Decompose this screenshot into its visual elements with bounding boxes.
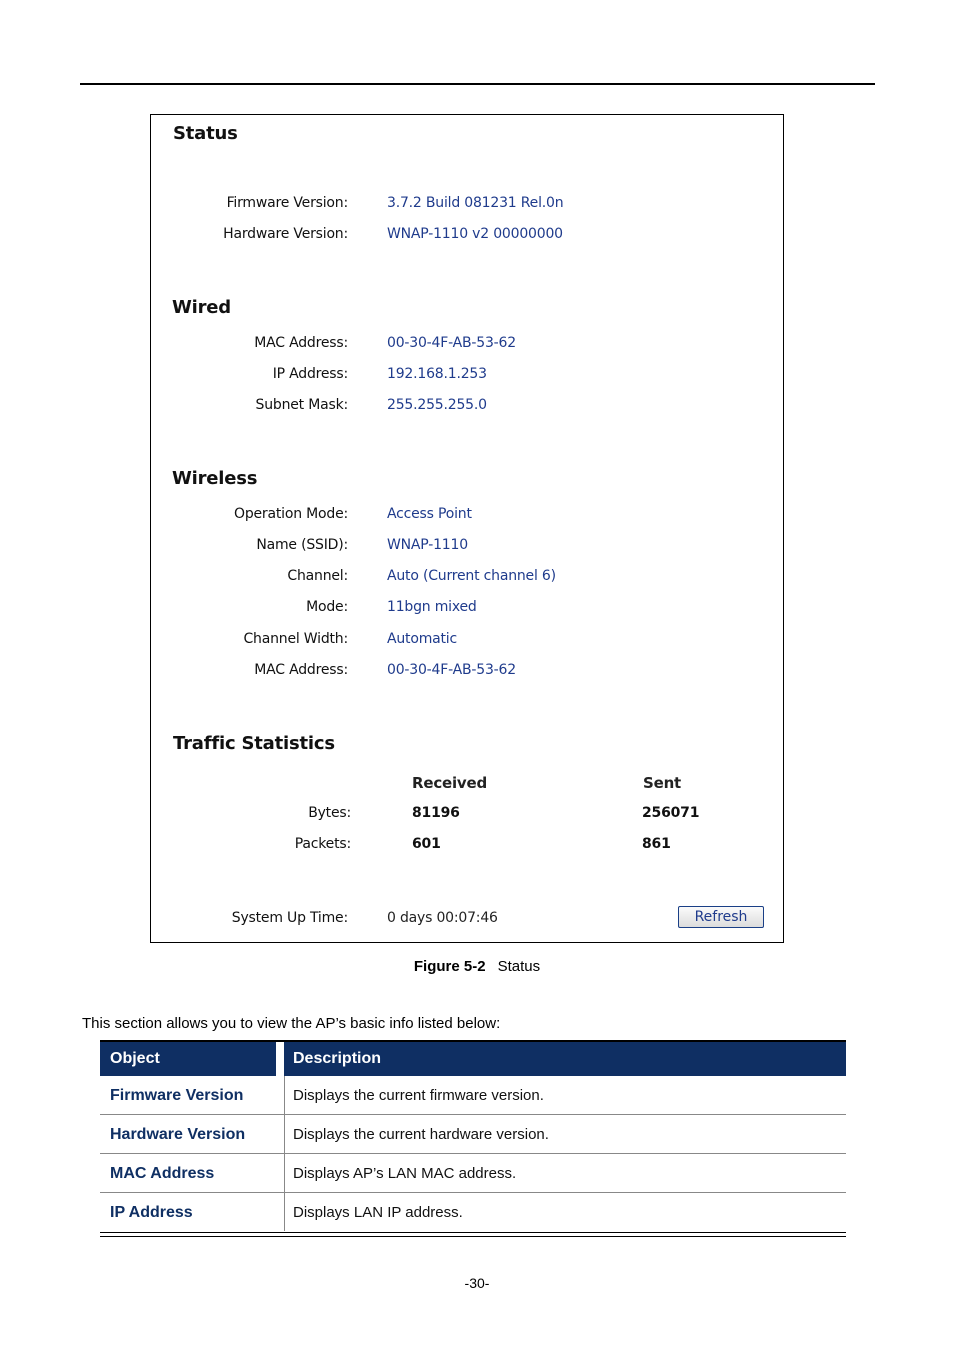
intro-paragraph: This section allows you to view the AP’s basic info listed below:	[82, 1015, 501, 1032]
table-header	[100, 1040, 846, 1076]
wired-section-title: Wired	[172, 297, 231, 318]
hardware-version-value: WNAP-1110 v2 00000000	[387, 226, 563, 242]
table-row	[100, 1115, 846, 1154]
uptime-label: System Up Time:	[231, 910, 348, 926]
row-description: Displays AP’s LAN MAC address.	[293, 1165, 517, 1182]
wireless-mac-value: 00-30-4F-AB-53-62	[387, 662, 516, 678]
row-description: Displays LAN IP address.	[293, 1204, 463, 1221]
wired-ip-label: IP Address:	[272, 366, 348, 382]
firmware-version-label: Firmware Version:	[226, 195, 348, 211]
channel-label: Channel:	[287, 568, 348, 584]
packets-label: Packets:	[294, 836, 351, 852]
uptime-value: 0 days 00:07:46	[387, 910, 498, 926]
operation-mode-label: Operation Mode:	[234, 506, 348, 522]
mode-value: 11bgn mixed	[387, 599, 477, 615]
wireless-section-title: Wireless	[172, 468, 258, 489]
channel-width-value: Automatic	[387, 631, 457, 647]
mode-label: Mode:	[306, 599, 348, 615]
wireless-mac-label: MAC Address:	[254, 662, 348, 678]
hardware-version-label: Hardware Version:	[223, 226, 348, 242]
row-object: Firmware Version	[110, 1087, 244, 1104]
figure-caption	[0, 958, 954, 975]
operation-mode-value: Access Point	[387, 506, 472, 522]
header-object: Object	[110, 1050, 160, 1067]
channel-value: Auto (Current channel 6)	[387, 568, 556, 584]
row-object: IP Address	[110, 1204, 193, 1221]
sent-header: Sent	[643, 774, 682, 792]
header-rule	[80, 83, 875, 85]
wired-subnet-value: 255.255.255.0	[387, 397, 487, 413]
traffic-section-title: Traffic Statistics	[173, 733, 335, 754]
object-description-table	[100, 1040, 846, 1237]
row-object: Hardware Version	[110, 1126, 246, 1143]
table-row	[100, 1193, 846, 1231]
header-divider	[275, 1042, 284, 1076]
page-number: -30-	[464, 1275, 490, 1291]
packets-received: 601	[412, 836, 441, 852]
status-panel	[150, 114, 784, 943]
table-row	[100, 1154, 846, 1193]
ssid-label: Name (SSID):	[256, 537, 348, 553]
wired-mac-label: MAC Address:	[254, 335, 348, 351]
header-description: Description	[293, 1050, 382, 1067]
ssid-value: WNAP-1110	[387, 537, 468, 553]
row-description: Displays the current hardware version.	[293, 1126, 549, 1143]
bytes-label: Bytes:	[308, 805, 351, 821]
row-description: Displays the current firmware version.	[293, 1087, 544, 1104]
wired-mac-value: 00-30-4F-AB-53-62	[387, 335, 516, 351]
packets-sent: 861	[642, 836, 671, 852]
received-header: Received	[412, 774, 488, 792]
wired-subnet-label: Subnet Mask:	[255, 397, 348, 413]
figure-title: Status	[497, 958, 541, 975]
wired-ip-value: 192.168.1.253	[387, 366, 487, 382]
bytes-received: 81196	[412, 805, 460, 821]
refresh-button[interactable]: Refresh	[678, 906, 764, 928]
channel-width-label: Channel Width:	[243, 631, 348, 647]
table-row	[100, 1076, 846, 1115]
table-bottom-rule	[100, 1232, 846, 1237]
figure-number: Figure 5-2	[413, 958, 486, 975]
row-object: MAC Address	[110, 1165, 215, 1182]
status-section-title: Status	[173, 123, 238, 144]
firmware-version-value: 3.7.2 Build 081231 Rel.0n	[387, 195, 564, 211]
bytes-sent: 256071	[642, 805, 700, 821]
